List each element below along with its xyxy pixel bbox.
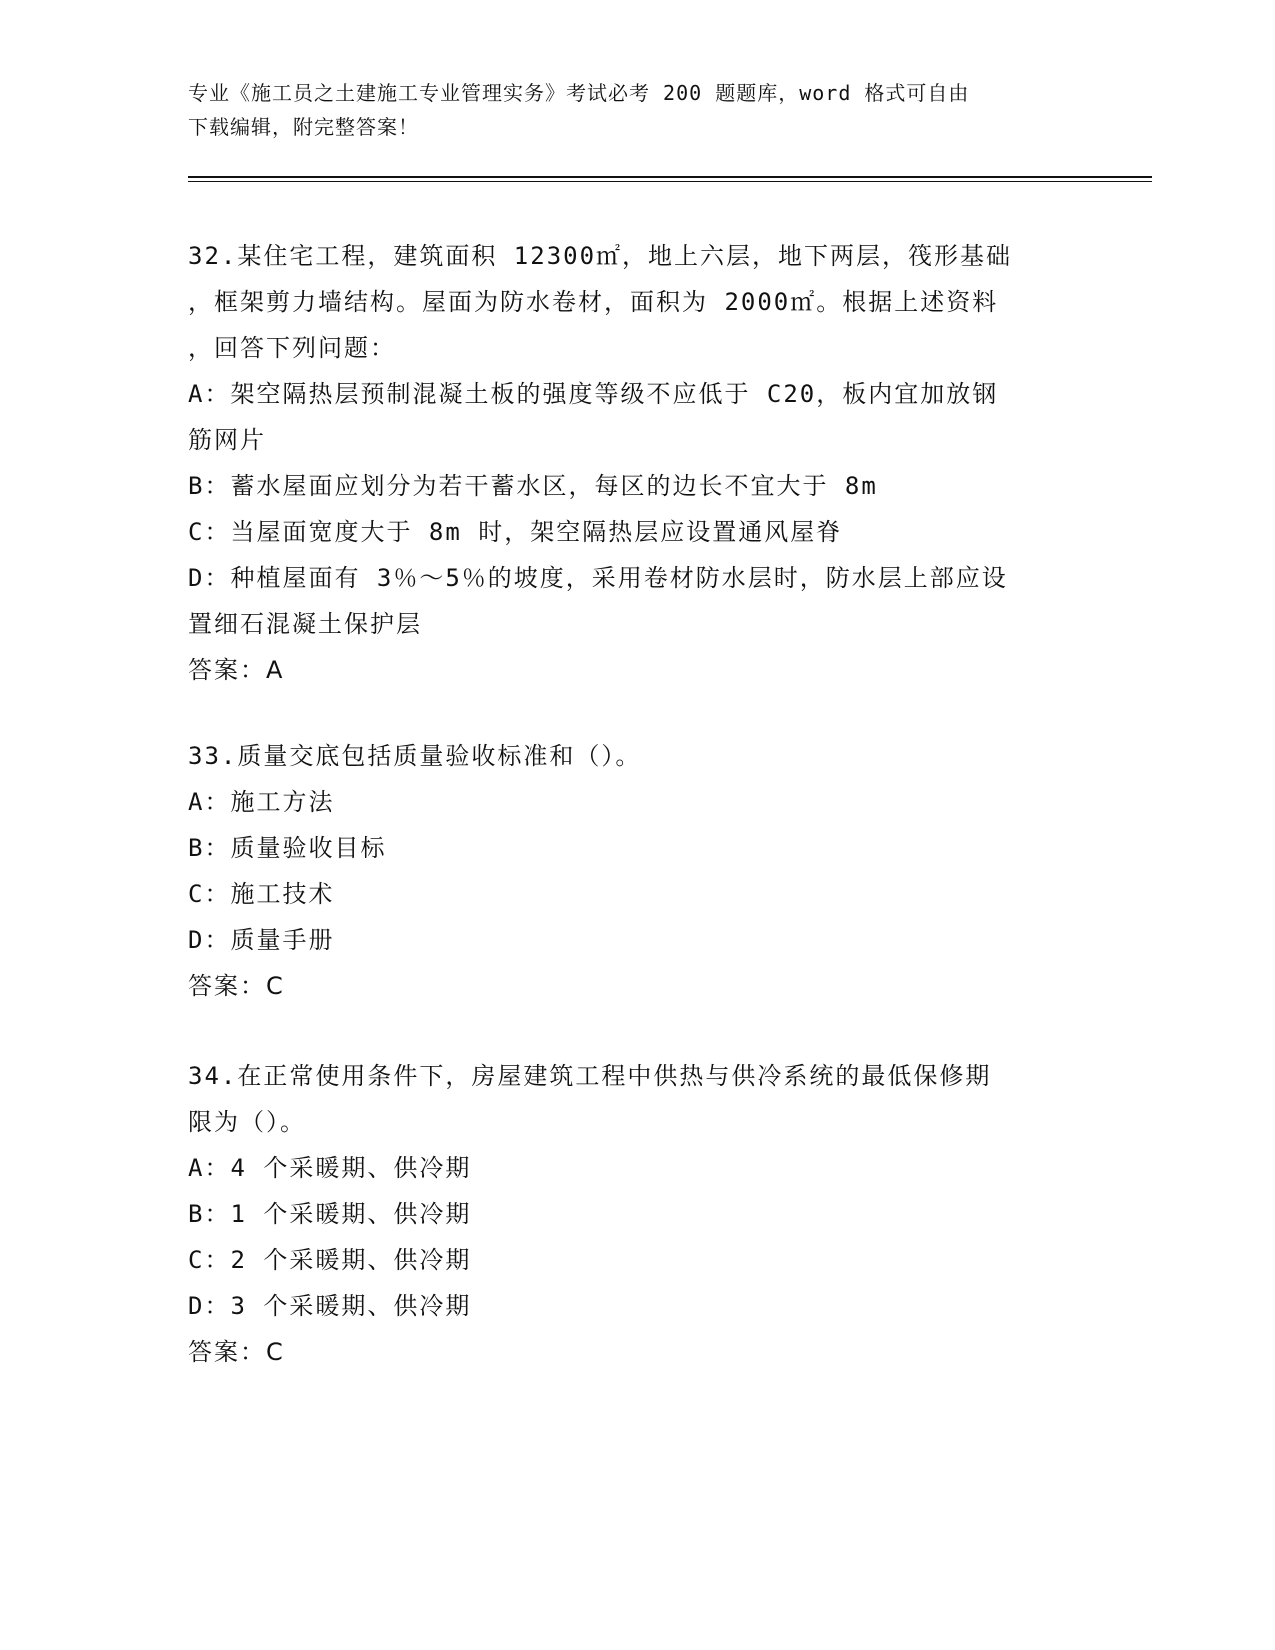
question-stem-line: ，回答下列问题： [188, 334, 396, 362]
option-c: C：施工技术 [188, 880, 335, 908]
answer: 答案：C [188, 972, 285, 1000]
question-stem-line: 33.质量交底包括质量验收标准和（）。 [188, 742, 642, 770]
option-d: D：质量手册 [188, 926, 335, 954]
option-a-continued: 筋网片 [188, 426, 266, 454]
answer: 答案：A [188, 656, 285, 684]
question-34 [188, 1053, 1108, 1375]
document-header [188, 76, 1068, 144]
question-stem-line: ，框架剪力墙结构。屋面为防水卷材，面积为 2000㎡。根据上述资料 [188, 288, 999, 316]
option-b: B：蓄水屋面应划分为若干蓄水区，每区的边长不宜大于 8m [188, 472, 878, 500]
option-a: A：架空隔热层预制混凝土板的强度等级不应低于 C20，板内宜加放钢 [188, 380, 999, 408]
question-stem-line: 限为（）。 [188, 1108, 306, 1136]
question-stem-line: 32.某住宅工程，建筑面积 12300㎡，地上六层，地下两层，筏形基础 [188, 242, 1013, 270]
option-a: A：施工方法 [188, 788, 335, 816]
header-divider-thin [188, 181, 1152, 182]
option-d-continued: 置细石混凝土保护层 [188, 610, 422, 638]
answer: 答案：C [188, 1338, 285, 1366]
option-b: B：1 个采暖期、供冷期 [188, 1200, 472, 1228]
question-32 [188, 233, 1108, 693]
header-line-1: 专业《施工员之土建施工专业管理实务》考试必考 200 题题库，word 格式可自由 [188, 81, 970, 105]
option-c: C：2 个采暖期、供冷期 [188, 1246, 472, 1274]
header-divider-thick [188, 176, 1152, 178]
option-d: D：3 个采暖期、供冷期 [188, 1292, 472, 1320]
option-d: D：种植屋面有 3％～5％的坡度，采用卷材防水层时，防水层上部应设 [188, 564, 1008, 592]
option-a: A：4 个采暖期、供冷期 [188, 1154, 472, 1182]
header-line-2: 下载编辑，附完整答案！ [188, 115, 419, 139]
option-b: B：质量验收目标 [188, 834, 387, 862]
question-stem-line: 34.在正常使用条件下，房屋建筑工程中供热与供冷系统的最低保修期 [188, 1062, 992, 1090]
question-33 [188, 733, 1108, 1009]
option-c: C：当屋面宽度大于 8m 时，架空隔热层应设置通风屋脊 [188, 518, 843, 546]
